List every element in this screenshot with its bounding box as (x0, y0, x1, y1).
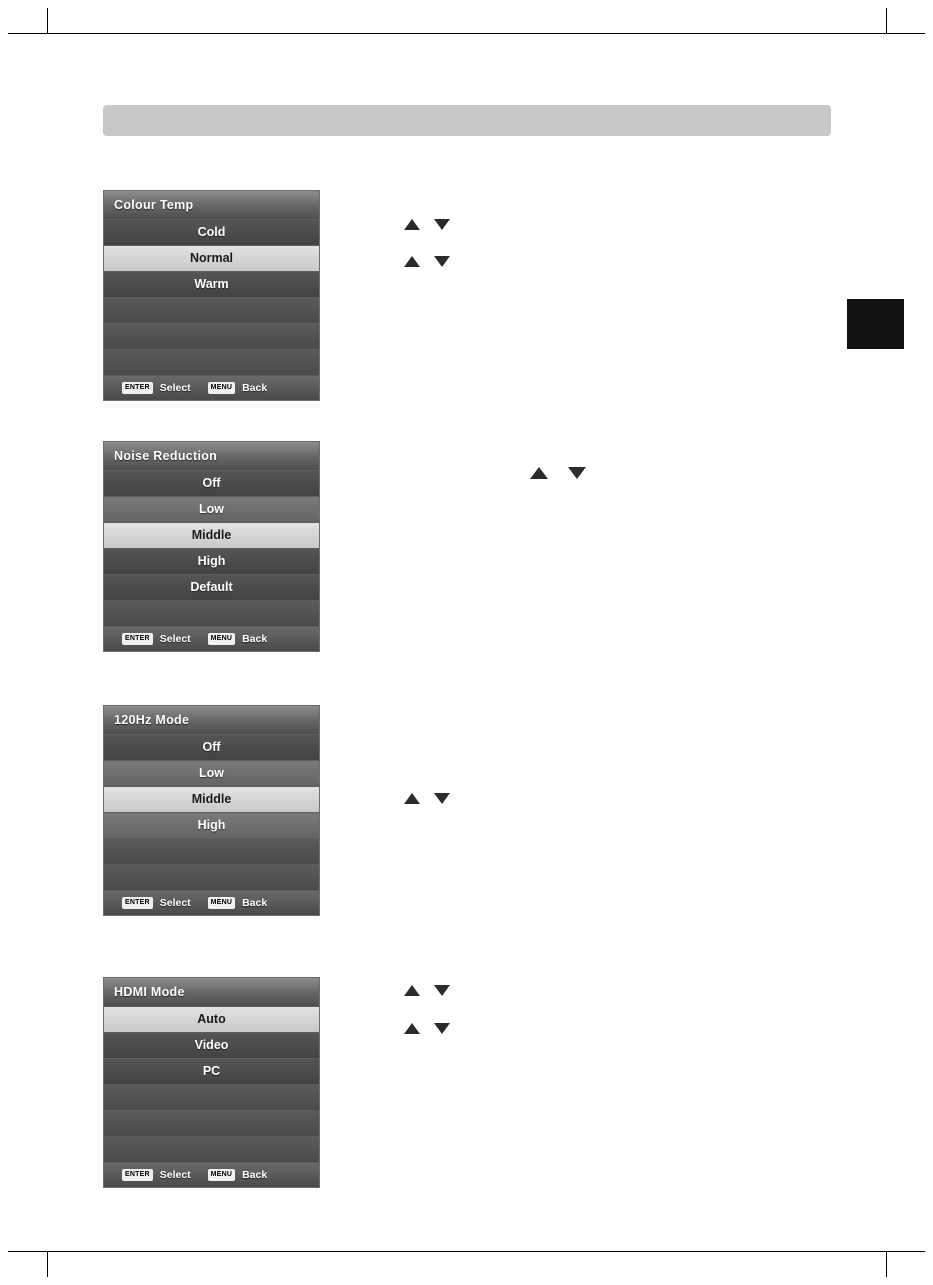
arrow-down-icon (434, 1023, 450, 1034)
osd-option-auto[interactable]: Auto (104, 1006, 319, 1032)
arrow-down-icon (434, 985, 450, 996)
osd-option-cold[interactable]: Cold (104, 219, 319, 245)
osd-footer (104, 375, 319, 400)
osd-option-low[interactable]: Low (104, 760, 319, 786)
osd-footer (104, 1162, 319, 1187)
page-side-tab (847, 299, 904, 349)
osd-footer (104, 626, 319, 651)
menu-key-icon: MENU (208, 1169, 235, 1181)
osd-option-high[interactable]: High (104, 548, 319, 574)
page-header-bar (103, 105, 831, 136)
osd-option-empty (104, 323, 319, 349)
select-label: Select (159, 897, 191, 909)
osd-option-video[interactable]: Video (104, 1032, 319, 1058)
arrow-pair-b (404, 256, 450, 267)
enter-key-icon: ENTER (122, 382, 153, 394)
arrow-down-icon (434, 793, 450, 804)
osd-option-off[interactable]: Off (104, 734, 319, 760)
osd-title: Colour Temp (104, 191, 319, 219)
crop-mark-bottom-right (886, 1251, 887, 1277)
back-label: Back (242, 1169, 268, 1181)
arrow-up-icon (404, 219, 420, 230)
osd-menu-hdmi-mode (103, 977, 320, 1188)
back-label: Back (242, 382, 268, 394)
menu-key-icon: MENU (208, 633, 235, 645)
osd-title: Noise Reduction (104, 442, 319, 470)
osd-option-default[interactable]: Default (104, 574, 319, 600)
back-label: Back (242, 897, 268, 909)
osd-option-off[interactable]: Off (104, 470, 319, 496)
osd-option-low[interactable]: Low (104, 496, 319, 522)
arrow-pair-e (404, 985, 450, 996)
osd-title: 120Hz Mode (104, 706, 319, 734)
osd-option-empty (104, 1084, 319, 1110)
osd-title: HDMI Mode (104, 978, 319, 1006)
arrow-down-icon (434, 256, 450, 267)
arrow-pair-c (530, 467, 586, 479)
arrow-pair-d (404, 793, 450, 804)
crop-mark-top-right (886, 8, 887, 34)
osd-option-empty (104, 297, 319, 323)
osd-option-warm[interactable]: Warm (104, 271, 319, 297)
osd-option-high[interactable]: High (104, 812, 319, 838)
arrow-up-icon (404, 256, 420, 267)
osd-option-pc[interactable]: PC (104, 1058, 319, 1084)
arrow-up-icon (404, 985, 420, 996)
crop-mark-top-left (47, 8, 48, 34)
osd-option-empty (104, 1136, 319, 1162)
osd-option-empty (104, 864, 319, 890)
select-label: Select (159, 1169, 191, 1181)
arrow-up-icon (530, 467, 548, 479)
osd-menu-noise-reduction (103, 441, 320, 652)
crop-rule-bottom (8, 1251, 925, 1252)
osd-option-middle[interactable]: Middle (104, 522, 319, 548)
menu-key-icon: MENU (208, 382, 235, 394)
osd-option-normal[interactable]: Normal (104, 245, 319, 271)
crop-mark-bottom-left (47, 1251, 48, 1277)
crop-rule-top (8, 33, 925, 34)
osd-menu-120hz-mode (103, 705, 320, 916)
osd-option-empty (104, 600, 319, 626)
osd-option-empty (104, 1110, 319, 1136)
osd-option-empty (104, 349, 319, 375)
arrow-down-icon (434, 219, 450, 230)
back-label: Back (242, 633, 268, 645)
osd-footer (104, 890, 319, 915)
arrow-up-icon (404, 793, 420, 804)
arrow-down-icon (568, 467, 586, 479)
select-label: Select (159, 382, 191, 394)
enter-key-icon: ENTER (122, 633, 153, 645)
enter-key-icon: ENTER (122, 897, 153, 909)
menu-key-icon: MENU (208, 897, 235, 909)
osd-menu-colour-temp (103, 190, 320, 401)
osd-option-empty (104, 838, 319, 864)
enter-key-icon: ENTER (122, 1169, 153, 1181)
select-label: Select (159, 633, 191, 645)
arrow-up-icon (404, 1023, 420, 1034)
arrow-pair-f (404, 1023, 450, 1034)
osd-option-middle[interactable]: Middle (104, 786, 319, 812)
arrow-pair-a (404, 219, 450, 230)
